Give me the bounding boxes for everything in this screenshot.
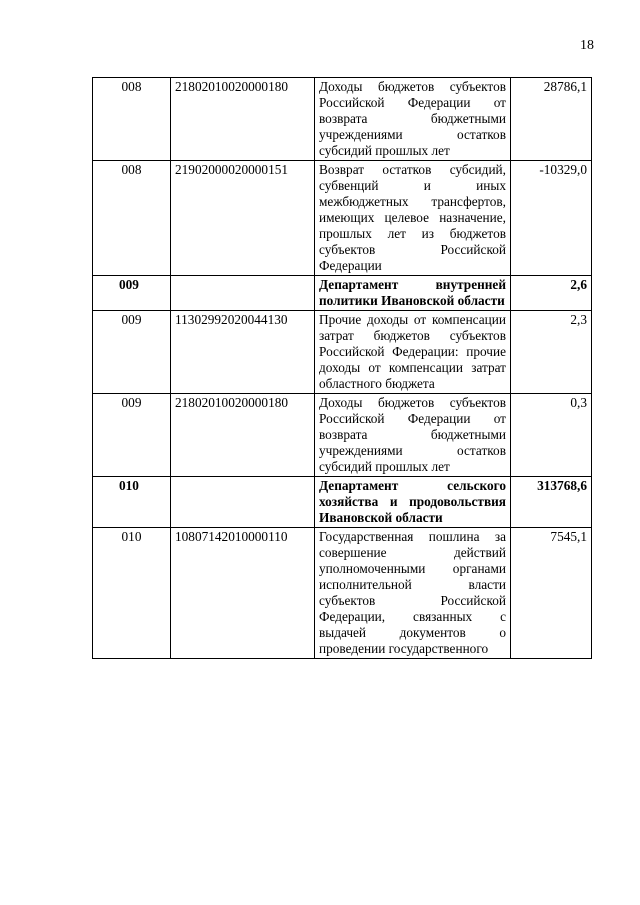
- page-number: 18: [580, 38, 594, 53]
- description-cell: Департамент внутренней политики Ивановской области: [315, 276, 511, 311]
- amount-cell: 0,3: [511, 394, 592, 477]
- description-cell: Доходы бюджетов субъектов Российской Федерации от возврата бюджетными учреждениями остатков субсидий прошлых лет: [315, 78, 511, 161]
- admin-code-cell: 010: [93, 477, 171, 528]
- description-cell: Прочие доходы от компенсации затрат бюджетов субъектов Российской Федерации: прочие доходы от компенсации затрат областного бюджета: [315, 311, 511, 394]
- admin-code-cell: 009: [93, 394, 171, 477]
- table-row: [93, 78, 592, 161]
- kbk-code-cell: 21902000020000151: [171, 161, 315, 276]
- kbk-code-cell: 11302992020044130: [171, 311, 315, 394]
- table-row: [93, 161, 592, 276]
- description-cell: Возврат остатков субсидий, субвенций и иных межбюджетных трансфертов, имеющих целевое назначение, прошлых лет из бюджетов субъектов Российской Федерации: [315, 161, 511, 276]
- admin-code-cell: 008: [93, 78, 171, 161]
- amount-cell: 2,3: [511, 311, 592, 394]
- table-row: [93, 394, 592, 477]
- description-cell: Департамент сельского хозяйства и продовольствия Ивановской области: [315, 477, 511, 528]
- table-row: [93, 528, 592, 659]
- admin-code-cell: 010: [93, 528, 171, 659]
- admin-code-cell: 008: [93, 161, 171, 276]
- revenue-table: [92, 77, 592, 659]
- amount-cell: 7545,1: [511, 528, 592, 659]
- amount-cell: 313768,6: [511, 477, 592, 528]
- kbk-code-cell: [171, 477, 315, 528]
- admin-code-cell: 009: [93, 311, 171, 394]
- admin-code-cell: 009: [93, 276, 171, 311]
- revenue-table-body: [93, 78, 592, 659]
- table-row: [93, 311, 592, 394]
- kbk-code-cell: 21802010020000180: [171, 78, 315, 161]
- amount-cell: -10329,0: [511, 161, 592, 276]
- description-cell: Государственная пошлина за совершение действий уполномоченными органами исполнительной власти субъектов Российской Федерации, связанных с выдачей документов о проведении государственного: [315, 528, 511, 659]
- department-row: [93, 477, 592, 528]
- amount-cell: 2,6: [511, 276, 592, 311]
- kbk-code-cell: [171, 276, 315, 311]
- amount-cell: 28786,1: [511, 78, 592, 161]
- department-row: [93, 276, 592, 311]
- kbk-code-cell: 10807142010000110: [171, 528, 315, 659]
- kbk-code-cell: 21802010020000180: [171, 394, 315, 477]
- description-cell: Доходы бюджетов субъектов Российской Федерации от возврата бюджетными учреждениями остатков субсидий прошлых лет: [315, 394, 511, 477]
